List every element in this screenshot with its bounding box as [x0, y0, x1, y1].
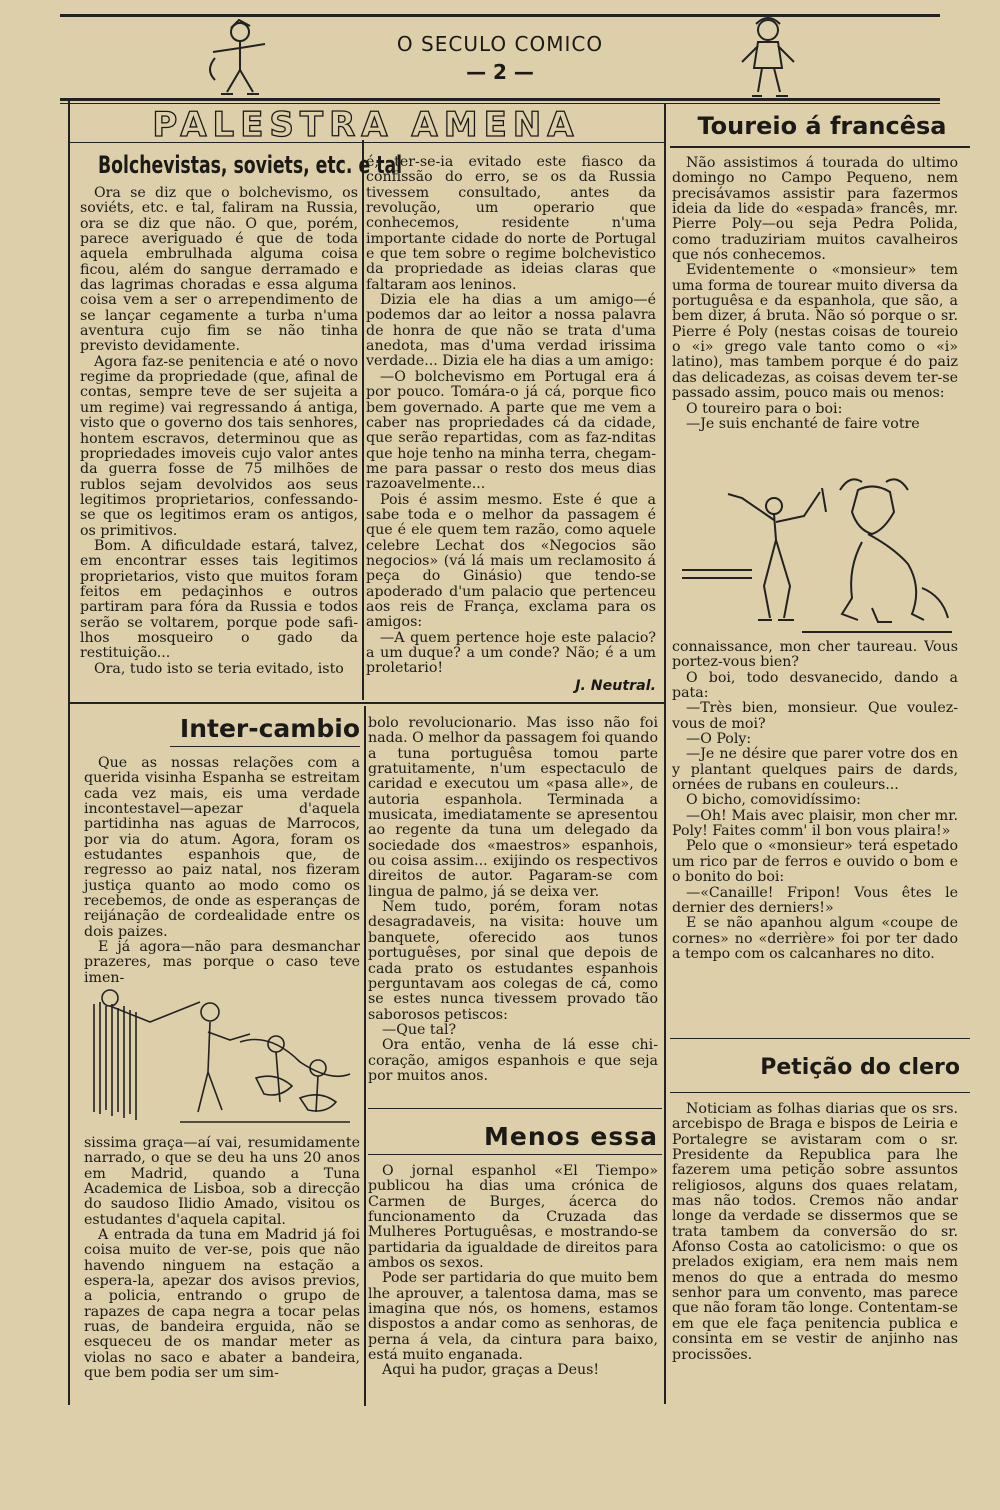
paragraph: O bicho, comovidíssimo: [686, 792, 861, 809]
peticao-column [672, 1102, 958, 1402]
paragraph: Noticiam as folhas diarias que os srs. arcebispo de Braga e bispos de Leiria e Portalegre se avistaram com o sr. Presidente da Republica para lhe fazerem uma petição sobre assuntos religiosos, alguns dos quaes relatam, mas não todos. Cremos não andar longe da verdade se dissermos que se trata tambem da conversão do sr. Afonso Costa ao catolicismo: o que os prelados exigiam, era nem mais nem menos do que a entrada do mesmo senhor para um convento, mas parece que não foram tão longe. Contentam-se em que ele faça penitencia publica e consinta em se vestir de anjinho nas procissões. [672, 1101, 958, 1363]
column-rule-1 [362, 140, 364, 700]
paragraph: —O bolchevismo em Portugal era á por pouco. Tomára-o já cá, porque fico bem governado. A parte que me vem a caber nas propriedades cá da cidade, que serão repartidas, com as faz-nditas que hoje tenho na minha terra, chegam-me para passar o resto dos meus dias razoavelmente... [366, 368, 656, 493]
paragraph: Evidentemente o «monsieur» tem uma forma de tourear muito diversa da portuguêsa e da espanhola, que são, a bem dizer, á bruta. Não só porque o sr. Pierre é Poly (nestas coisas de toureio o «i» grego vale tanto como o «i» latino), mas tambem porque é do paiz das delicadezas, as coisas devem ter-se passado assim, pouco mais ou menos: [672, 262, 958, 402]
masthead-rule-top [60, 14, 940, 17]
palestra-rule [70, 142, 664, 143]
paragraph: A entrada da tuna em Madrid já foi coisa muito de ver-se, pois que não havendo ninguem na estação a espera-la, apezar dos avisos previos, a policia, entrando o grupo de rapazes de capa negra a tocar pelas ruas, de bandeira erguida, não se esqueceu de os mandar meter as violas no saco e abater a bandeira, que bem podia ser um sim- [84, 1227, 360, 1382]
paragraph: Pois é assim mesmo. Este é que a sabe toda e o melhor da passagem é que é ele quem tem razão, como aquele celebre Lechat dos «Negocios são negocios» (vá lá mais um reclamosito á peça do Ginásio) que tendo-se apoderado d'um palacio que pertenceu aos reis de França, exclama para os amigos: [366, 491, 656, 631]
paragraph: Ora então, venha de lá esse chi-coração, amigos espanhois e que seja por muitos anos. [368, 1037, 658, 1084]
signature: J. Neutral. [575, 677, 656, 694]
peticao-rule-bottom [670, 1092, 970, 1093]
paragraph: —Oh! Mais avec plaisir, mon cher mr. Poly! Faites comm' il bon vous plaira!» [672, 807, 958, 840]
paragraph: —Je ne désire que parer votre dos en y plantant quelques pairs de dards, ornées de rubans en couleurs... [672, 746, 958, 794]
paragraph: Pode ser partidaria do que muito bem lhe aprouver, a talentosa dama, mas se imagina que nós, os homens, estamos dispostos a andar como as senhoras, de perna á vela, da cintura para baixo, está muito enganada. [368, 1270, 658, 1364]
paragraph: O jornal espanhol «El Tiempo» publicou ha dias uma crónica de Carmen de Burges, ácerca do funcionamento da Cruzada das Mulheres Portuguêsas, e mostrando-se partidaria da igualdade de direitos para ambos os sexos. [368, 1163, 658, 1272]
paragraph: O toureiro para o boi: [686, 400, 843, 417]
paragraph: Bom. A dificuldade estará, talvez, em encontrar esses tais legitimos proprietarios, visto que muitos foram feitos em pedaçinhos e outros partiram para fóra da Russia e todos serão se voltarem, porque pode safi-lhos mosqueiro o gado da restituição... [80, 537, 358, 662]
left-masthead-figure-illustration [195, 10, 285, 100]
paragraph: —O Poly: [686, 731, 752, 748]
paragraph: Pelo que o «monsieur» terá espetado um rico par de ferros e ouvido o bom e o bonito do boi: [672, 838, 958, 886]
paragraph: Ora, tudo isto se teria evitado, isto [94, 660, 344, 677]
paragraph: Nem tudo, porém, foram notas desagradaveis, na visita: houve um banquete, oferecido aos tunos portuguêses, por sinal que depois de cada prato os estudantes espanhois perguntavam aos colegas de cá, como se estes nunca tivessem provado tão saborosos petiscos: [368, 899, 658, 1023]
column-rule-3 [364, 706, 366, 1406]
intercambio-rule [170, 746, 360, 747]
column-rule-2 [664, 104, 666, 1404]
masthead-title: O SECULO COMICO [396, 32, 604, 56]
intercambio-column-2 [368, 716, 658, 1096]
palestra-column-1 [80, 186, 358, 696]
paragraph: —Très bien, monsieur. Que voulez-vous de moi? [672, 700, 958, 732]
intercambio-column-top [84, 755, 360, 986]
page-number: — 2 — [466, 60, 534, 84]
menos-column [368, 1164, 658, 1404]
left-border-rule [68, 100, 70, 1405]
paragraph: —Que tal? [382, 1021, 457, 1038]
peticao-heading: Petição do clero [760, 1055, 960, 1080]
paragraph: Agora faz-se penitencia e até o novo regime da propriedade (que, afinal de contas, sempre teve de ser sujeita a um regime) vai regressando á antiga, visto que o governo dos tais senhores, hontem escravos, determinou que as propriedades imoveis cujo valor antes da guerra fosse de 75 milhões de rublos sejam devolvidos aos seus legitimos proprietarios, confessando-se que os legitimos eram os antigos, os primitivos. [80, 353, 358, 539]
paragraph: O boi, todo desvanecido, dando a pata: [672, 669, 958, 702]
paragraph: —A quem pertence hoje este palacio? a um duque? a um conde? Não; é a um proletario! [366, 629, 656, 677]
toureio-heading: Toureio á francêsa [697, 112, 947, 140]
menos-rule-top [368, 1108, 662, 1109]
paragraph: connaissance, mon cher taureau. Vous portez-vous bien? [672, 639, 958, 671]
bullfight-illustration [672, 468, 960, 638]
intercambio-heading: Inter-cambio [179, 714, 360, 743]
paragraph: sissima graça—aí vai, resumidamente narrado, o que se deu ha uns 20 anos em Madrid, quando a Tuna Academica de Lisboa, sob a direcção do saudoso Ilidio Amado, visitou os estudantes d'aquela capital. [84, 1135, 360, 1228]
paragraph: E se não apanhou algum «coupe de cornes» no «derrière» foi por ter dado a tempo com os calcanhares no dito. [672, 915, 958, 962]
right-masthead-figure-illustration [728, 10, 808, 102]
paragraph: —«Canaille! Fripon! Vous êtes le dernier des derniers!» [672, 884, 958, 916]
intercambio-column-bottom [84, 1136, 360, 1406]
paragraph: Aqui ha pudor, graças a Deus! [382, 1362, 600, 1379]
toureio-column-top [672, 156, 958, 462]
paragraph: Ora se diz que o bolchevismo, os soviéts, etc. e tal, faliram na Russia, ora se diz que não. O que, porém, parece averiguado é que de toda aquela embrulhada alguma coisa ficou, além do sangue derramado e das lagrimas choradas e essa alguma coisa vem a ser o arrependimento de se lançar cegamente a turba n'uma aventura cujo fim se não tinha previsto devidamente. [80, 185, 358, 355]
paragraph: —Je suis enchanté de faire votre [686, 415, 920, 432]
paragraph: é, ter-se-ia evitado este fiasco da confissão do erro, se os da Russia tivessem consultado, antes da revolução, um operario que conhecemos, residente n'uma importante cidade do norte de Portugal e que tem sobre o regime bolchevistico da propriedade as ideias claras que faltaram aos leninos. [366, 154, 656, 293]
tuna-musicians-illustration [80, 982, 360, 1132]
toureio-column-bottom [672, 640, 958, 1028]
palestra-column-2 [366, 155, 656, 700]
paragraph: Que as nossas relações com a querida visinha Espanha se estreitam cada vez mais, eis uma verdade incontestavel—apezar d'aquela partidinha nas aguas de Marrocos, por via do atum. Agora, foram os estudantes espanhois que, de regresso ao paiz natal, nos fizeram justiça quanto ao modo como os recebemos, de onde as esperanças de reijánação de cordealidade entre os dois paizes. [84, 755, 360, 940]
menos-rule-bottom [368, 1154, 662, 1155]
peticao-rule-top [670, 1038, 970, 1039]
menos-heading: Menos essa [484, 1122, 658, 1151]
section-divider [68, 702, 664, 704]
paragraph: E já agora—não para desmanchar prazeres, mas porque o caso teve imen- [84, 939, 360, 986]
toureio-rule [670, 146, 970, 148]
masthead-rule-bottom [60, 98, 940, 101]
paragraph: bolo revolucionario. Mas isso não foi nada. O melhor da passagem foi quando a tuna portuguêsa tomou parte gratuitamente, n'um espectaculo de caridad e executou um «pasa alle», de autoria espanhola. Terminada a musicata, imediatamente se apresentou ao regente da tuna um delegado da sociedade dos «maestros» espanhois, ou coisa assim... exijindo os respectivos direitos de autor. Pagaram-se com lingua de palmo, já se deixa ver. [368, 715, 658, 900]
palestra-subheading: Bolchevistas, soviets, etc. e tal [98, 151, 403, 179]
palestra-heading: PALESTRA AMENA [152, 105, 580, 145]
paragraph: Dizia ele ha dias a um amigo—é podemos dar ao leitor a nossa palavra de honra de que não se trata d'uma anedota, mas d'uma verdad irissima verdade... Dizia ele ha dias a um amigo: [366, 292, 656, 370]
paragraph: Não assistimos á tourada do ultimo domingo no Campo Pequeno, nem precisávamos assistir para fazermos ideia da lide do «espada» francês, mr. Pierre Poly—ou seja Pedra Polida, como traduziriam muitos cavalheiros que nós conhecemos. [672, 155, 958, 264]
